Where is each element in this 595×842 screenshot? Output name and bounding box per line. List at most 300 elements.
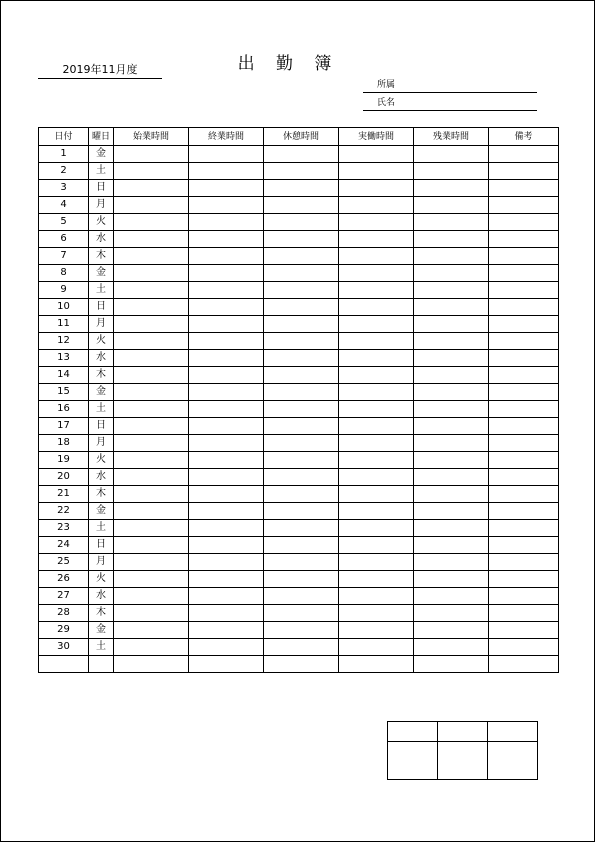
start-time-cell[interactable] xyxy=(114,418,189,435)
break-time-cell[interactable] xyxy=(264,316,339,333)
table-row xyxy=(39,469,559,486)
weekday-cell: 金 xyxy=(89,503,114,520)
work-time-cell[interactable] xyxy=(339,231,414,248)
work-time-cell[interactable] xyxy=(339,622,414,639)
remarks-cell[interactable] xyxy=(489,248,559,265)
end-time-cell[interactable] xyxy=(189,231,264,248)
end-time-cell[interactable] xyxy=(189,503,264,520)
start-time-cell[interactable] xyxy=(114,163,189,180)
remarks-cell[interactable] xyxy=(489,333,559,350)
remarks-cell[interactable] xyxy=(489,401,559,418)
end-time-cell[interactable] xyxy=(189,350,264,367)
break-time-cell[interactable] xyxy=(264,146,339,163)
break-time-cell[interactable] xyxy=(264,656,339,673)
overtime-cell[interactable] xyxy=(414,214,489,231)
weekday-cell: 水 xyxy=(89,350,114,367)
column-header: 実働時間 xyxy=(339,128,414,146)
table-row xyxy=(39,435,559,452)
work-time-cell[interactable] xyxy=(339,197,414,214)
column-header: 日付 xyxy=(39,128,89,146)
overtime-cell[interactable] xyxy=(414,469,489,486)
table-row xyxy=(39,282,559,299)
overtime-cell[interactable] xyxy=(414,486,489,503)
end-time-cell[interactable] xyxy=(189,146,264,163)
remarks-cell[interactable] xyxy=(489,231,559,248)
overtime-cell[interactable] xyxy=(414,452,489,469)
weekday-cell: 金 xyxy=(89,146,114,163)
end-time-cell[interactable] xyxy=(189,418,264,435)
work-time-cell[interactable] xyxy=(339,163,414,180)
end-time-cell[interactable] xyxy=(189,282,264,299)
break-time-cell[interactable] xyxy=(264,350,339,367)
date-cell: 25 xyxy=(39,554,89,571)
weekday-cell: 日 xyxy=(89,299,114,316)
column-header: 終業時間 xyxy=(189,128,264,146)
remarks-cell[interactable] xyxy=(489,571,559,588)
weekday-cell: 月 xyxy=(89,316,114,333)
remarks-cell[interactable] xyxy=(489,486,559,503)
break-time-cell[interactable] xyxy=(264,197,339,214)
end-time-cell[interactable] xyxy=(189,486,264,503)
weekday-cell: 金 xyxy=(89,265,114,282)
break-time-cell[interactable] xyxy=(264,214,339,231)
end-time-cell[interactable] xyxy=(189,435,264,452)
stamp-header-cell xyxy=(438,722,488,742)
work-time-cell[interactable] xyxy=(339,146,414,163)
weekday-cell: 月 xyxy=(89,197,114,214)
stamp-header-cell xyxy=(388,722,438,742)
end-time-cell[interactable] xyxy=(189,180,264,197)
overtime-cell[interactable] xyxy=(414,197,489,214)
table-row xyxy=(39,316,559,333)
weekday-cell: 日 xyxy=(89,537,114,554)
remarks-cell[interactable] xyxy=(489,639,559,656)
work-time-cell[interactable] xyxy=(339,401,414,418)
stamp-header-cell xyxy=(488,722,538,742)
break-time-cell[interactable] xyxy=(264,248,339,265)
name-label: 氏名 xyxy=(377,98,396,108)
weekday-cell: 火 xyxy=(89,333,114,350)
table-row xyxy=(39,571,559,588)
break-time-cell[interactable] xyxy=(264,520,339,537)
overtime-cell[interactable] xyxy=(414,146,489,163)
overtime-cell[interactable] xyxy=(414,231,489,248)
column-header: 休憩時間 xyxy=(264,128,339,146)
date-cell: 16 xyxy=(39,401,89,418)
remarks-cell[interactable] xyxy=(489,656,559,673)
date-cell: 30 xyxy=(39,639,89,656)
break-time-cell[interactable] xyxy=(264,639,339,656)
remarks-cell[interactable] xyxy=(489,503,559,520)
weekday-cell: 水 xyxy=(89,469,114,486)
break-time-cell[interactable] xyxy=(264,435,339,452)
break-time-cell[interactable] xyxy=(264,503,339,520)
overtime-cell[interactable] xyxy=(414,248,489,265)
break-time-cell[interactable] xyxy=(264,418,339,435)
start-time-cell[interactable] xyxy=(114,588,189,605)
start-time-cell[interactable] xyxy=(114,333,189,350)
remarks-cell[interactable] xyxy=(489,605,559,622)
table-row xyxy=(39,503,559,520)
start-time-cell[interactable] xyxy=(114,350,189,367)
end-time-cell[interactable] xyxy=(189,656,264,673)
date-cell xyxy=(39,656,89,673)
date-cell: 14 xyxy=(39,367,89,384)
remarks-cell[interactable] xyxy=(489,163,559,180)
weekday-cell: 日 xyxy=(89,180,114,197)
work-time-cell[interactable] xyxy=(339,180,414,197)
start-time-cell[interactable] xyxy=(114,197,189,214)
remarks-cell[interactable] xyxy=(489,469,559,486)
work-time-cell[interactable] xyxy=(339,469,414,486)
table-row xyxy=(39,588,559,605)
overtime-cell[interactable] xyxy=(414,571,489,588)
work-time-cell[interactable] xyxy=(339,520,414,537)
end-time-cell[interactable] xyxy=(189,588,264,605)
column-header: 曜日 xyxy=(89,128,114,146)
overtime-cell[interactable] xyxy=(414,537,489,554)
overtime-cell[interactable] xyxy=(414,282,489,299)
table-row xyxy=(39,537,559,554)
work-time-cell[interactable] xyxy=(339,384,414,401)
overtime-cell[interactable] xyxy=(414,367,489,384)
weekday-cell: 火 xyxy=(89,571,114,588)
end-time-cell[interactable] xyxy=(189,605,264,622)
date-cell: 5 xyxy=(39,214,89,231)
remarks-cell[interactable] xyxy=(489,537,559,554)
overtime-cell[interactable] xyxy=(414,554,489,571)
break-time-cell[interactable] xyxy=(264,554,339,571)
end-time-cell[interactable] xyxy=(189,537,264,554)
table-row xyxy=(39,639,559,656)
start-time-cell[interactable] xyxy=(114,367,189,384)
weekday-cell: 土 xyxy=(89,520,114,537)
weekday-cell: 木 xyxy=(89,367,114,384)
page-title: 出 勤 簿 xyxy=(237,54,340,74)
date-cell: 17 xyxy=(39,418,89,435)
weekday-cell: 金 xyxy=(89,622,114,639)
weekday-cell: 火 xyxy=(89,214,114,231)
work-time-cell[interactable] xyxy=(339,418,414,435)
table-row xyxy=(39,333,559,350)
work-time-cell[interactable] xyxy=(339,571,414,588)
remarks-cell[interactable] xyxy=(489,452,559,469)
start-time-cell[interactable] xyxy=(114,146,189,163)
affiliation-label: 所属 xyxy=(377,80,396,90)
weekday-cell: 土 xyxy=(89,639,114,656)
date-cell: 3 xyxy=(39,180,89,197)
break-time-cell[interactable] xyxy=(264,299,339,316)
table-row xyxy=(39,197,559,214)
work-time-cell[interactable] xyxy=(339,248,414,265)
date-cell: 20 xyxy=(39,469,89,486)
remarks-cell[interactable] xyxy=(489,622,559,639)
attendance-table xyxy=(38,127,559,673)
break-time-cell[interactable] xyxy=(264,537,339,554)
remarks-cell[interactable] xyxy=(489,214,559,231)
break-time-cell[interactable] xyxy=(264,180,339,197)
end-time-cell[interactable] xyxy=(189,367,264,384)
overtime-cell[interactable] xyxy=(414,265,489,282)
end-time-cell[interactable] xyxy=(189,384,264,401)
table-row xyxy=(39,452,559,469)
date-cell: 1 xyxy=(39,146,89,163)
start-time-cell[interactable] xyxy=(114,622,189,639)
table-row xyxy=(39,554,559,571)
end-time-cell[interactable] xyxy=(189,554,264,571)
start-time-cell[interactable] xyxy=(114,520,189,537)
break-time-cell[interactable] xyxy=(264,622,339,639)
period-label: 2019年11月度 xyxy=(38,62,162,79)
table-row xyxy=(39,214,559,231)
table-row xyxy=(39,656,559,673)
end-time-cell[interactable] xyxy=(189,197,264,214)
break-time-cell[interactable] xyxy=(264,401,339,418)
date-cell: 21 xyxy=(39,486,89,503)
weekday-cell: 火 xyxy=(89,452,114,469)
work-time-cell[interactable] xyxy=(339,350,414,367)
weekday-cell: 木 xyxy=(89,248,114,265)
table-row xyxy=(39,231,559,248)
remarks-cell[interactable] xyxy=(489,180,559,197)
date-cell: 29 xyxy=(39,622,89,639)
table-row xyxy=(39,622,559,639)
break-time-cell[interactable] xyxy=(264,469,339,486)
date-cell: 22 xyxy=(39,503,89,520)
remarks-cell[interactable] xyxy=(489,435,559,452)
date-cell: 11 xyxy=(39,316,89,333)
end-time-cell[interactable] xyxy=(189,622,264,639)
work-time-cell[interactable] xyxy=(339,367,414,384)
work-time-cell[interactable] xyxy=(339,639,414,656)
overtime-cell[interactable] xyxy=(414,622,489,639)
date-cell: 13 xyxy=(39,350,89,367)
end-time-cell[interactable] xyxy=(189,469,264,486)
overtime-cell[interactable] xyxy=(414,401,489,418)
end-time-cell[interactable] xyxy=(189,333,264,350)
overtime-cell[interactable] xyxy=(414,520,489,537)
weekday-cell: 月 xyxy=(89,435,114,452)
table-row xyxy=(39,520,559,537)
end-time-cell[interactable] xyxy=(189,452,264,469)
stamp-cell[interactable] xyxy=(388,742,438,780)
date-cell: 2 xyxy=(39,163,89,180)
start-time-cell[interactable] xyxy=(114,384,189,401)
weekday-cell: 月 xyxy=(89,554,114,571)
affiliation-field[interactable] xyxy=(363,78,537,93)
end-time-cell[interactable] xyxy=(189,214,264,231)
table-row xyxy=(39,248,559,265)
overtime-cell[interactable] xyxy=(414,639,489,656)
end-time-cell[interactable] xyxy=(189,299,264,316)
table-row xyxy=(39,384,559,401)
table-header-row xyxy=(39,128,559,146)
break-time-cell[interactable] xyxy=(264,163,339,180)
weekday-cell xyxy=(89,656,114,673)
date-cell: 23 xyxy=(39,520,89,537)
start-time-cell[interactable] xyxy=(114,469,189,486)
work-time-cell[interactable] xyxy=(339,656,414,673)
date-cell: 18 xyxy=(39,435,89,452)
remarks-cell[interactable] xyxy=(489,418,559,435)
date-cell: 24 xyxy=(39,537,89,554)
start-time-cell[interactable] xyxy=(114,486,189,503)
start-time-cell[interactable] xyxy=(114,435,189,452)
remarks-cell[interactable] xyxy=(489,146,559,163)
remarks-cell[interactable] xyxy=(489,299,559,316)
work-time-cell[interactable] xyxy=(339,554,414,571)
work-time-cell[interactable] xyxy=(339,486,414,503)
weekday-cell: 土 xyxy=(89,282,114,299)
table-row xyxy=(39,401,559,418)
end-time-cell[interactable] xyxy=(189,401,264,418)
work-time-cell[interactable] xyxy=(339,435,414,452)
name-field[interactable] xyxy=(363,96,537,111)
work-time-cell[interactable] xyxy=(339,282,414,299)
remarks-cell[interactable] xyxy=(489,350,559,367)
column-header: 始業時間 xyxy=(114,128,189,146)
date-cell: 9 xyxy=(39,282,89,299)
stamp-cell[interactable] xyxy=(488,742,538,780)
work-time-cell[interactable] xyxy=(339,299,414,316)
start-time-cell[interactable] xyxy=(114,503,189,520)
overtime-cell[interactable] xyxy=(414,333,489,350)
work-time-cell[interactable] xyxy=(339,537,414,554)
overtime-cell[interactable] xyxy=(414,656,489,673)
remarks-cell[interactable] xyxy=(489,367,559,384)
end-time-cell[interactable] xyxy=(189,248,264,265)
start-time-cell[interactable] xyxy=(114,605,189,622)
weekday-cell: 水 xyxy=(89,588,114,605)
date-cell: 27 xyxy=(39,588,89,605)
break-time-cell[interactable] xyxy=(264,571,339,588)
weekday-cell: 木 xyxy=(89,605,114,622)
table-row xyxy=(39,163,559,180)
work-time-cell[interactable] xyxy=(339,588,414,605)
weekday-cell: 木 xyxy=(89,486,114,503)
start-time-cell[interactable] xyxy=(114,265,189,282)
overtime-cell[interactable] xyxy=(414,180,489,197)
end-time-cell[interactable] xyxy=(189,520,264,537)
overtime-cell[interactable] xyxy=(414,605,489,622)
stamp-cell[interactable] xyxy=(438,742,488,780)
date-cell: 26 xyxy=(39,571,89,588)
work-time-cell[interactable] xyxy=(339,503,414,520)
weekday-cell: 土 xyxy=(89,163,114,180)
start-time-cell[interactable] xyxy=(114,537,189,554)
table-row xyxy=(39,486,559,503)
remarks-cell[interactable] xyxy=(489,588,559,605)
table-row xyxy=(39,350,559,367)
weekday-cell: 日 xyxy=(89,418,114,435)
table-row xyxy=(39,146,559,163)
break-time-cell[interactable] xyxy=(264,452,339,469)
start-time-cell[interactable] xyxy=(114,656,189,673)
date-cell: 12 xyxy=(39,333,89,350)
break-time-cell[interactable] xyxy=(264,486,339,503)
break-time-cell[interactable] xyxy=(264,231,339,248)
remarks-cell[interactable] xyxy=(489,316,559,333)
break-time-cell[interactable] xyxy=(264,384,339,401)
remarks-cell[interactable] xyxy=(489,282,559,299)
overtime-cell[interactable] xyxy=(414,384,489,401)
column-header: 残業時間 xyxy=(414,128,489,146)
work-time-cell[interactable] xyxy=(339,605,414,622)
break-time-cell[interactable] xyxy=(264,333,339,350)
break-time-cell[interactable] xyxy=(264,265,339,282)
break-time-cell[interactable] xyxy=(264,282,339,299)
start-time-cell[interactable] xyxy=(114,248,189,265)
overtime-cell[interactable] xyxy=(414,299,489,316)
start-time-cell[interactable] xyxy=(114,639,189,656)
start-time-cell[interactable] xyxy=(114,316,189,333)
weekday-cell: 金 xyxy=(89,384,114,401)
table-row xyxy=(39,418,559,435)
work-time-cell[interactable] xyxy=(339,265,414,282)
overtime-cell[interactable] xyxy=(414,418,489,435)
start-time-cell[interactable] xyxy=(114,452,189,469)
start-time-cell[interactable] xyxy=(114,214,189,231)
remarks-cell[interactable] xyxy=(489,520,559,537)
start-time-cell[interactable] xyxy=(114,571,189,588)
remarks-cell[interactable] xyxy=(489,197,559,214)
start-time-cell[interactable] xyxy=(114,401,189,418)
work-time-cell[interactable] xyxy=(339,452,414,469)
start-time-cell[interactable] xyxy=(114,180,189,197)
date-cell: 10 xyxy=(39,299,89,316)
work-time-cell[interactable] xyxy=(339,316,414,333)
overtime-cell[interactable] xyxy=(414,503,489,520)
table-row xyxy=(39,265,559,282)
start-time-cell[interactable] xyxy=(114,231,189,248)
break-time-cell[interactable] xyxy=(264,588,339,605)
start-time-cell[interactable] xyxy=(114,282,189,299)
end-time-cell[interactable] xyxy=(189,571,264,588)
remarks-cell[interactable] xyxy=(489,384,559,401)
break-time-cell[interactable] xyxy=(264,367,339,384)
work-time-cell[interactable] xyxy=(339,333,414,350)
overtime-cell[interactable] xyxy=(414,435,489,452)
overtime-cell[interactable] xyxy=(414,588,489,605)
end-time-cell[interactable] xyxy=(189,316,264,333)
table-row xyxy=(39,367,559,384)
weekday-cell: 水 xyxy=(89,231,114,248)
end-time-cell[interactable] xyxy=(189,265,264,282)
column-header: 備考 xyxy=(489,128,559,146)
end-time-cell[interactable] xyxy=(189,163,264,180)
table-row xyxy=(39,180,559,197)
overtime-cell[interactable] xyxy=(414,316,489,333)
remarks-cell[interactable] xyxy=(489,554,559,571)
weekday-cell: 土 xyxy=(89,401,114,418)
break-time-cell[interactable] xyxy=(264,605,339,622)
date-cell: 4 xyxy=(39,197,89,214)
date-cell: 19 xyxy=(39,452,89,469)
table-row xyxy=(39,605,559,622)
date-cell: 8 xyxy=(39,265,89,282)
overtime-cell[interactable] xyxy=(414,163,489,180)
overtime-cell[interactable] xyxy=(414,350,489,367)
start-time-cell[interactable] xyxy=(114,554,189,571)
date-cell: 7 xyxy=(39,248,89,265)
date-cell: 15 xyxy=(39,384,89,401)
work-time-cell[interactable] xyxy=(339,214,414,231)
approval-stamp-box xyxy=(387,721,538,780)
remarks-cell[interactable] xyxy=(489,265,559,282)
date-cell: 28 xyxy=(39,605,89,622)
end-time-cell[interactable] xyxy=(189,639,264,656)
start-time-cell[interactable] xyxy=(114,299,189,316)
